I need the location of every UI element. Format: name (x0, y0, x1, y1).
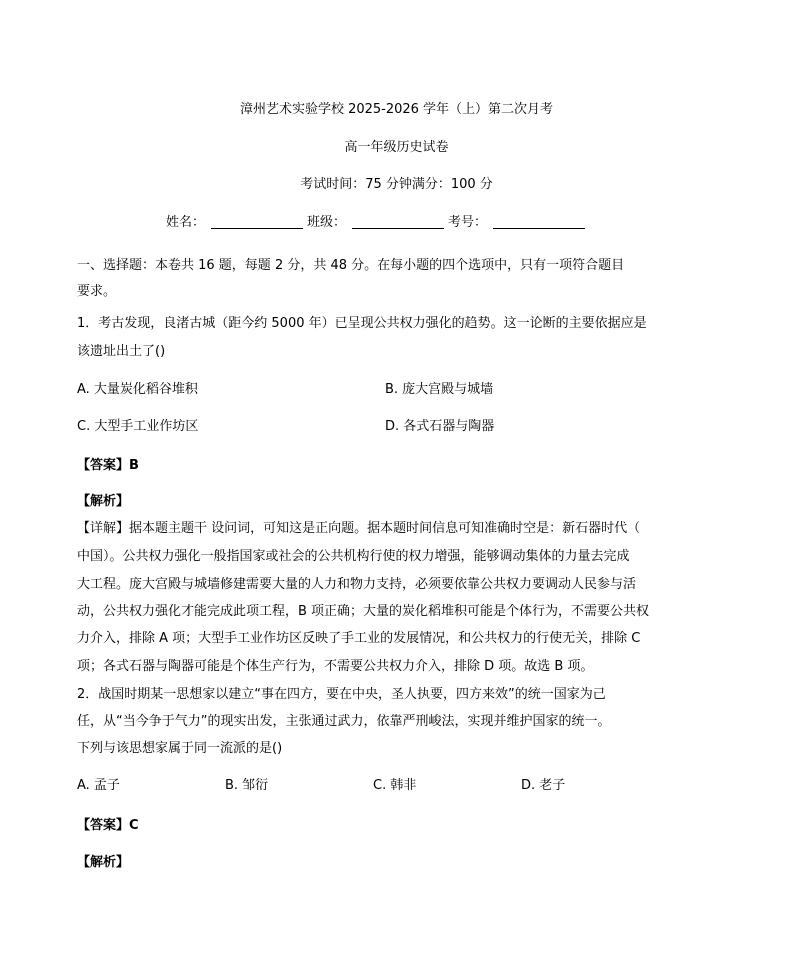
q1-detail-line: 项；各式石器与陶器可能是个体生产行为，不需要公共权力介入，排除 D 项。故选 B 项。 (77, 659, 594, 674)
q1-stem-line2: 该遗址出土了() (77, 344, 166, 359)
q2-option-a: A. 孟子 (77, 778, 120, 793)
exam-number-blank[interactable] (493, 214, 585, 229)
q1-option-d: D. 各式石器与陶器 (385, 419, 495, 434)
q1-detail-line: 【详解】据本题主题干 设问词，可知这是正向题。据本题时间信息可知准确时空是：新石器时代（ (77, 521, 641, 536)
exam-title: 漳州艺术实验学校 2025-2026 学年（上）第二次月考 (239, 102, 554, 117)
q2-option-b: B. 邹衍 (225, 778, 269, 793)
q1-detail-line: 力介入，排除 A 项；大型手工业作坊区反映了手工业的发展情况，和公共权力的行使无关，排除 C (77, 631, 641, 646)
q1-option-a: A. 大量炭化稻谷堆积 (77, 382, 198, 397)
name-blank[interactable] (211, 214, 303, 229)
q1-analysis-label: 【解析】 (77, 494, 130, 509)
q1-detail-line: 中国）。公共权力强化一般指国家或社会的公共机构行使的权力增强，能够调动集体的力量去完成 (77, 549, 630, 564)
class-label: 班级： (307, 215, 347, 230)
class-field (307, 211, 448, 230)
q2-stem-line: 2．战国时期某一思想家以建立“事在四方，要在中央，圣人执要，四方来效”的统一国家为己 (77, 687, 606, 702)
q2-stem-line: 任，从“当今争于气力”的现实出发，主张通过武力，依靠严刑峻法，实现并维护国家的统一。 (77, 714, 611, 729)
q1-option-b: B. 庞大宫殿与城墙 (385, 382, 494, 397)
section-heading-line1: 一、选择题：本卷共 16 题，每题 2 分，共 48 分。在每小题的四个选项中，只有一项符合题目 (77, 258, 625, 273)
q1-detail-line: 大工程。庞大宫殿与城墙修建需要大量的人力和物力支持，必须要依靠公共权力要调动人民参与活 (77, 577, 637, 592)
q1-option-c: C. 大型手工业作坊区 (77, 419, 199, 434)
q2-option-c: C. 韩非 (373, 778, 417, 793)
q1-stem-line1: 1．考古发现，良渚古城（距今约 5000 年）已呈现公共权力强化的趋势。这一论断的主要依据应是 (77, 316, 647, 331)
q2-stem-line: 下列与该思想家属于同一流派的是() (77, 741, 283, 756)
exam-number-label: 考号： (448, 215, 488, 230)
student-info-row (166, 211, 589, 230)
name-field (166, 211, 307, 230)
name-label: 姓名： (166, 215, 206, 230)
class-blank[interactable] (352, 214, 444, 229)
q2-answer: 【答案】C (77, 818, 139, 833)
q2-option-d: D. 老子 (521, 778, 566, 793)
exam-number-field (448, 211, 589, 230)
section-heading-line2: 要求。 (77, 284, 117, 299)
exam-subtitle: 高一年级历史试卷 (344, 140, 449, 155)
exam-time-info: 考试时间：75 分钟满分：100 分 (300, 177, 493, 192)
q1-answer: 【答案】B (77, 458, 139, 473)
q1-detail-line: 动，公共权力强化才能完成此项工程，B 项正确；大量的炭化稻堆积可能是个体行为，不需要公共权 (77, 604, 650, 619)
q2-analysis-label: 【解析】 (77, 855, 130, 870)
